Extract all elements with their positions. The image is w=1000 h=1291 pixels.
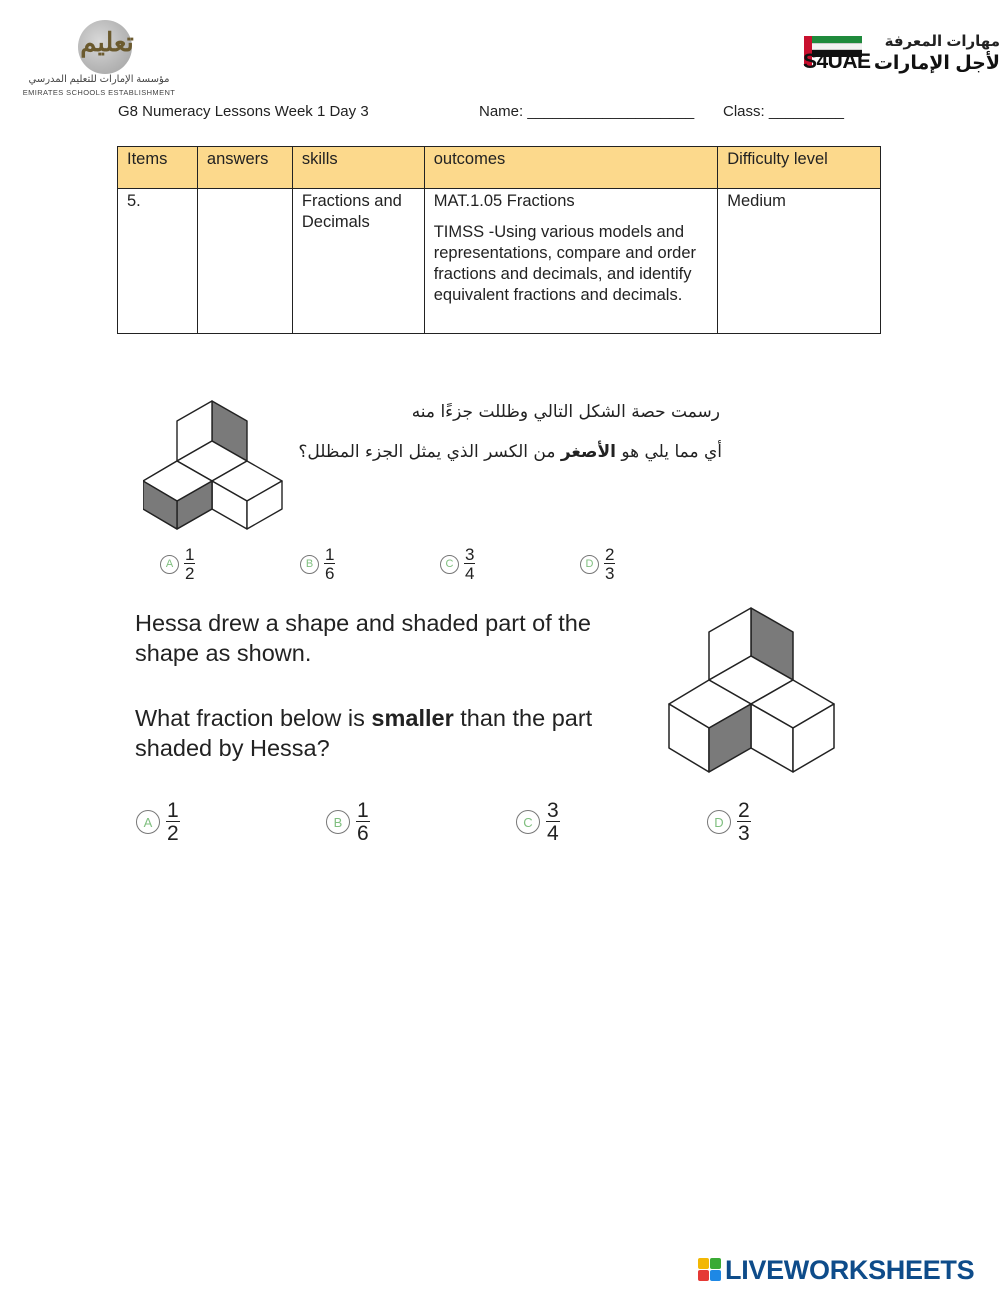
- choice-b-large[interactable]: [326, 800, 370, 844]
- fraction: $\frac{1}{2}$: [185, 545, 195, 583]
- logo-arabic-name: مؤسسة الإمارات للتعليم المدرسي: [28, 74, 170, 85]
- cell-answers[interactable]: [197, 189, 292, 334]
- logo-brand: S4UAE: [803, 50, 871, 73]
- cell-difficulty: Medium: [718, 189, 881, 334]
- choice-bubble[interactable]: A: [160, 555, 179, 574]
- arabic-question-line-1: رسمت حصة الشكل التالي وظللت جزءًا منه: [411, 402, 720, 422]
- english-question-intro: Hessa drew a shape and shaded part of the shape as shown.: [135, 610, 591, 666]
- cell-outcomes: [424, 189, 718, 334]
- emirates-schools-logo: [14, 16, 184, 98]
- lesson-info-table: [117, 146, 881, 334]
- liveworksheets-brand[interactable]: [698, 1254, 974, 1286]
- liveworksheets-wordmark: LIVEWORKSHEETS: [725, 1254, 975, 1285]
- choice-a-small[interactable]: [160, 546, 195, 582]
- choice-bubble[interactable]: D: [707, 810, 731, 834]
- fraction: $\frac{1}{2}$: [167, 799, 179, 845]
- name-field[interactable]: Name: ____________________: [479, 103, 695, 120]
- choice-bubble[interactable]: C: [516, 810, 540, 834]
- cell-item: 5.: [118, 189, 198, 334]
- choice-c-large[interactable]: [516, 800, 560, 844]
- hexagon-shape-large: [668, 606, 836, 774]
- choice-bubble[interactable]: B: [326, 810, 350, 834]
- english-question-prompt: What fraction below is smaller than the part shaded by Hessa?: [135, 705, 593, 761]
- choice-b-small[interactable]: [300, 546, 335, 582]
- lesson-title: G8 Numeracy Lessons Week 1 Day 3: [118, 103, 369, 120]
- fraction: $\frac{2}{3}$: [605, 545, 615, 583]
- fraction: $\frac{3}{4}$: [547, 799, 559, 845]
- choice-bubble[interactable]: D: [580, 555, 599, 574]
- logo-arabic-bottom: لأجل الإمارات: [873, 53, 1000, 74]
- fraction: $\frac{3}{4}$: [465, 545, 475, 583]
- header-skills: skills: [292, 147, 424, 189]
- liveworksheets-logo-icon: [698, 1258, 722, 1282]
- outcome-code: MAT.1.05 Fractions: [433, 192, 575, 210]
- header-answers: answers: [197, 147, 292, 189]
- header-items: Items: [118, 147, 198, 189]
- choice-bubble[interactable]: B: [300, 555, 319, 574]
- table-header-row: [118, 147, 881, 189]
- choice-bubble[interactable]: A: [136, 810, 160, 834]
- fraction: $\frac{1}{6}$: [357, 799, 369, 845]
- hexagon-shape-small: [143, 399, 283, 531]
- header-outcomes: outcomes: [424, 147, 718, 189]
- class-field[interactable]: Class: _________: [723, 103, 844, 120]
- choice-c-small[interactable]: [440, 546, 475, 582]
- fraction: $\frac{1}{6}$: [325, 545, 335, 583]
- fraction: $\frac{2}{3}$: [738, 799, 750, 845]
- choice-a-large[interactable]: [136, 800, 180, 844]
- s4uae-logo: [800, 30, 1000, 75]
- arabic-question-line-2: أي مما يلي هو الأصغر من الكسر الذي يمثل الجزء المظلل؟: [298, 442, 722, 462]
- logo-mark-text: تعليم: [80, 28, 134, 58]
- outcome-description: TIMSS -Using various models and representations, compare and order fractions and decimals, and identify equivalent fractions and decimals.: [433, 223, 697, 304]
- choice-d-small[interactable]: [580, 546, 615, 582]
- header-difficulty: Difficulty level: [718, 147, 881, 189]
- table-row: [118, 189, 881, 334]
- logo-english-name: EMIRATES SCHOOLS ESTABLISHMENT: [22, 88, 176, 97]
- choice-d-large[interactable]: [707, 800, 751, 844]
- cell-skills: Fractions and Decimals: [292, 189, 424, 334]
- choice-bubble[interactable]: C: [440, 555, 459, 574]
- logo-arabic-top: مهارات المعرفة: [884, 33, 1000, 50]
